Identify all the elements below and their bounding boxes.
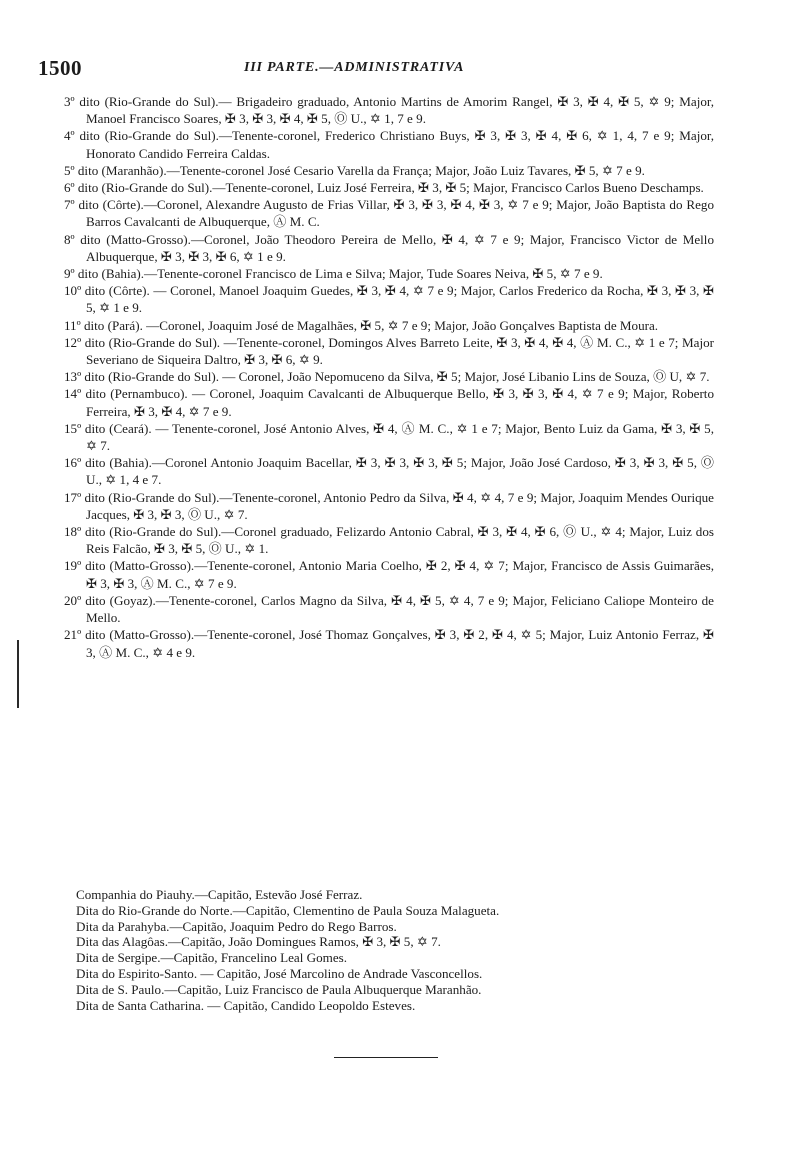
- entry-5: 5º dito (Maranhão).—Tenente-coronel José Cesario Varella da França; Major, João Luiz Tavares, ✠ 5, ✡ 7 e 9.: [64, 162, 645, 178]
- entry-20: 20º dito (Goyaz).—Tenente-coronel, Carlos Magno da Silva, ✠ 4, ✠ 5, ✡ 4, 7 e 9; Major, Feliciano Caliope Monteiro de Mello.: [64, 592, 714, 626]
- entry-13: 13º dito (Rio-Grande do Sul). — Coronel, João Nepomuceno da Silva, ✠ 5; Major, José Libanio Lins de Souza, Ⓞ U, ✡ 7.: [64, 369, 710, 385]
- company-espirito-santo: Dita do Espirito-Santo. — Capitão, José Marcolino de Andrade Vasconcellos.: [76, 965, 483, 981]
- entry-11: 11º dito (Pará). —Coronel, Joaquim José de Magalhães, ✠ 5, ✡ 7 e 9; Major, João Gonçalves Baptista de Moura.: [64, 317, 659, 333]
- company-sao-paulo: Dita de S. Paulo.—Capitão, Luiz Francisco de Paula Albuquerque Maranhão.: [76, 981, 482, 997]
- section-divider: [334, 1057, 438, 1058]
- entry-8: 8º dito (Matto-Grosso).—Coronel, João Theodoro Pereira de Mello, ✠ 4, ✡ 7 e 9; Major, Francisco Victor de Mello Albuquerque, ✠ 3, ✠ 3, ✠ 6, ✡ 1 e 9.: [64, 231, 714, 264]
- entry-10: 10º dito (Côrte). — Coronel, Manoel Joaquim Guedes, ✠ 3, ✠ 4, ✡ 7 e 9; Major, Carlos Frederico da Rocha, ✠ 3, ✠ 3, ✠ 5, ✡ 1 e 9.: [64, 283, 714, 316]
- entry-16: 16º dito (Bahia).—Coronel Antonio Joaquim Bacellar, ✠ 3, ✠ 3, ✠ 3, ✠ 5; Major, João José Cardoso, ✠ 3, ✠ 3, ✠ 5, Ⓞ U., ✡ 1, 4 e 7.: [64, 455, 714, 488]
- entry-12: 12º dito (Rio-Grande do Sul). —Tenente-coronel, Domingos Alves Barreto Leite, ✠ 3, ✠ 4, ✠ 4, Ⓐ M. C., ✡ 1 e 7; Major Severiano de Siqueira Daltro, ✠ 3, ✠ 6, ✡ 9.: [64, 334, 714, 368]
- entry-18: 18º dito (Rio-Grande do Sul).—Coronel graduado, Felizardo Antonio Cabral, ✠ 3, ✠ 4, ✠ 6, Ⓞ U., ✡ 4; Major, Luiz dos Reis Falcão, ✠ 3, ✠ 5, Ⓞ U., ✡ 1.: [64, 524, 714, 557]
- company-rio-grande-norte: Dita do Rio-Grande do Norte.—Capitão, Clementino de Paula Souza Malagueta.: [76, 902, 500, 918]
- entry-6: 6º dito (Rio-Grande do Sul).—Tenente-coronel, Luiz José Ferreira, ✠ 3, ✠ 5; Major, Francisco Carlos Bueno Deschamps.: [64, 180, 704, 196]
- entry-15: 15º dito (Ceará). — Tenente-coronel, José Antonio Alves, ✠ 4, Ⓐ M. C., ✡ 1 e 7; Major, Bento Luiz da Gama, ✠ 3, ✠ 5, ✡ 7.: [64, 420, 714, 454]
- entry-14: 14º dito (Pernambuco). — Coronel, Joaquim Cavalcanti de Albuquerque Bello, ✠ 3, ✠ 3, ✠ 4, ✡ 7 e 9; Major, Roberto Ferreira, ✠ 3, ✠ 4, ✡ 7 e 9.: [64, 386, 714, 419]
- company-parahyba: Dita da Parahyba.—Capitão, Joaquim Pedro do Rego Barros.: [76, 918, 397, 934]
- company-entries: [76, 887, 716, 1013]
- entry-9: 9º dito (Bahia).—Tenente-coronel Francisco de Lima e Silva; Major, Tude Soares Neiva, ✠ 5, ✡ 7 e 9.: [64, 266, 603, 282]
- running-head: III PARTE.—ADMINISTRATIVA: [244, 60, 465, 75]
- company-alagoas: Dita das Alagôas.—Capitão, João Domingues Ramos, ✠ 3, ✠ 5, ✡ 7.: [76, 934, 441, 950]
- company-santa-catharina: Dita de Santa Catharina. — Capitão, Candido Leopoldo Esteves.: [76, 997, 416, 1013]
- entry-4: 4º dito (Rio-Grande do Sul).—Tenente-coronel, Frederico Christiano Buys, ✠ 3, ✠ 3, ✠ 4, ✠ 6, ✡ 1, 4, 7 e 9; Major, Honorato Candido Ferreira Caldas.: [64, 128, 714, 161]
- entry-7: 7º dito (Côrte).—Coronel, Alexandre Augusto de Frias Villar, ✠ 3, ✠ 3, ✠ 4, ✠ 3, ✡ 7 e 9; Major, João Baptista do Rego Barros Cavalcanti de Albuquerque, Ⓐ M. C.: [64, 197, 714, 230]
- entry-17: 17º dito (Rio-Grande do Sul).—Tenente-coronel, Antonio Pedro da Silva, ✠ 4, ✡ 4, 7 e 9; Major, Joaquim Mendes Ourique Jacques, ✠ 3, ✠ 3, Ⓞ U., ✡ 7.: [64, 489, 714, 522]
- entry-3: 3º dito (Rio-Grande do Sul).— Brigadeiro graduado, Antonio Martins de Amorim Rangel, ✠ 3, ✠ 4, ✠ 5, ✡ 9; Major, Manoel Francisco Soares, ✠ 3, ✠ 3, ✠ 4, ✠ 5, Ⓞ U., ✡ 1, 7 e 9.: [64, 94, 714, 127]
- entry-19: 19º dito (Matto-Grosso).—Tenente-coronel, Antonio Maria Coelho, ✠ 2, ✠ 4, ✡ 7; Major, Francisco de Assis Guimarães, ✠ 3, ✠ 3, Ⓐ M. C., ✡ 7 e 9.: [64, 558, 714, 591]
- page-number: 1500: [38, 56, 82, 80]
- battalion-entries: [64, 93, 714, 661]
- margin-mark: [17, 640, 19, 708]
- company-sergipe: Dita de Sergipe.—Capitão, Francelino Leal Gomes.: [76, 950, 348, 966]
- page-header: [38, 56, 738, 86]
- company-piauhy: Companhia do Piauhy.—Capitão, Estevão José Ferraz.: [76, 887, 363, 902]
- entry-21: 21º dito (Matto-Grosso).—Tenente-coronel, José Thomaz Gonçalves, ✠ 3, ✠ 2, ✠ 4, ✡ 5; Major, Luiz Antonio Ferraz, ✠ 3, Ⓐ M. C., ✡ 4 e 9.: [64, 627, 714, 660]
